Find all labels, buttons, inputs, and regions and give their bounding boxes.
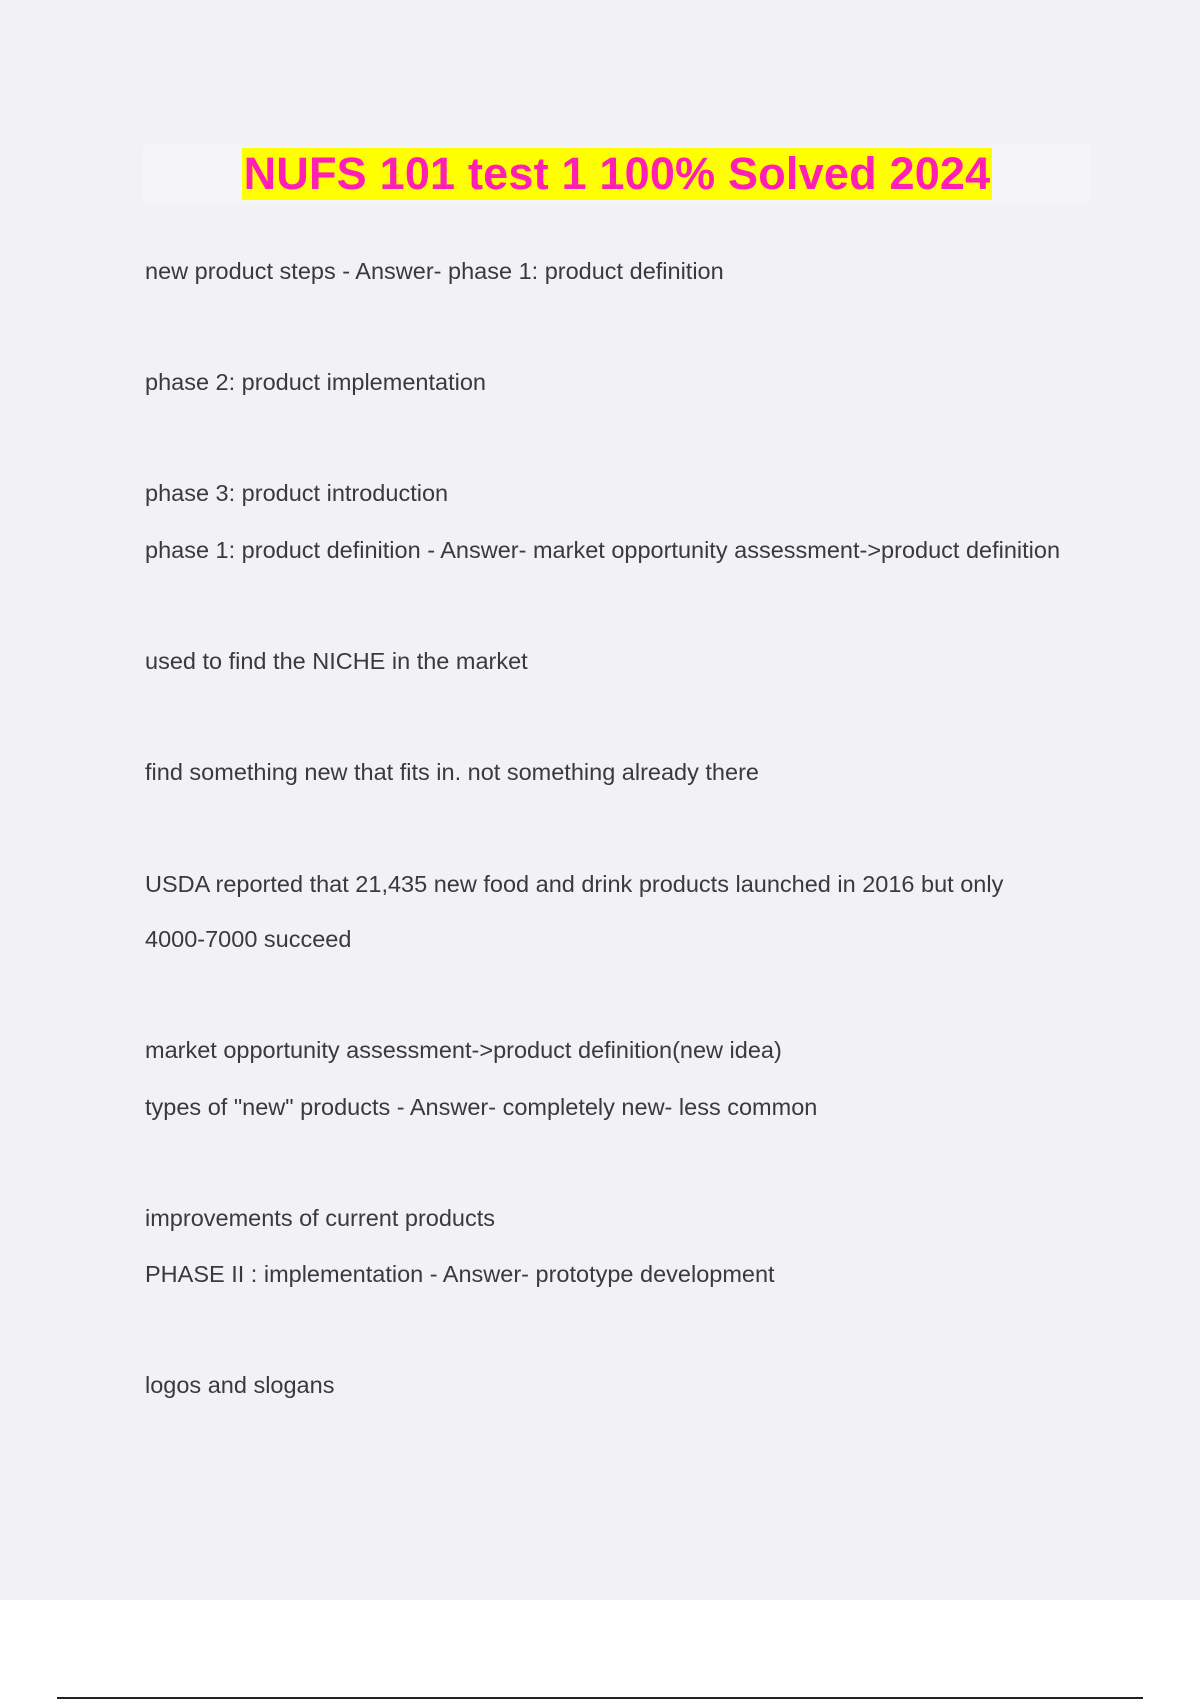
- title-band: [143, 145, 1091, 203]
- text-line: improvements of current products: [145, 1205, 496, 1231]
- text-line: phase 2: product implementation: [145, 369, 486, 395]
- text-line: new product steps - Answer- phase 1: product definition: [145, 258, 724, 284]
- text-line: USDA reported that 21,435 new food and drink products launched in 2016 but only: [145, 871, 1004, 897]
- text-line: logos and slogans: [145, 1372, 335, 1398]
- text-line: used to find the NICHE in the market: [145, 648, 528, 674]
- text-line: market opportunity assessment->product definition(new idea): [145, 1037, 782, 1063]
- document-title: NUFS 101 test 1 100% Solved 2024: [243, 148, 991, 199]
- text-line: find something new that fits in. not something already there: [145, 759, 759, 785]
- text-line: PHASE II : implementation - Answer- prototype development: [145, 1261, 775, 1287]
- text-line: phase 1: product definition - Answer- market opportunity assessment->product definition: [145, 537, 1061, 563]
- page-bottom-rule: [57, 1697, 1143, 1699]
- text-line: types of "new" products - Answer- completely new- less common: [145, 1094, 818, 1120]
- text-line: 4000-7000 succeed: [145, 926, 352, 952]
- text-line: phase 3: product introduction: [145, 480, 449, 506]
